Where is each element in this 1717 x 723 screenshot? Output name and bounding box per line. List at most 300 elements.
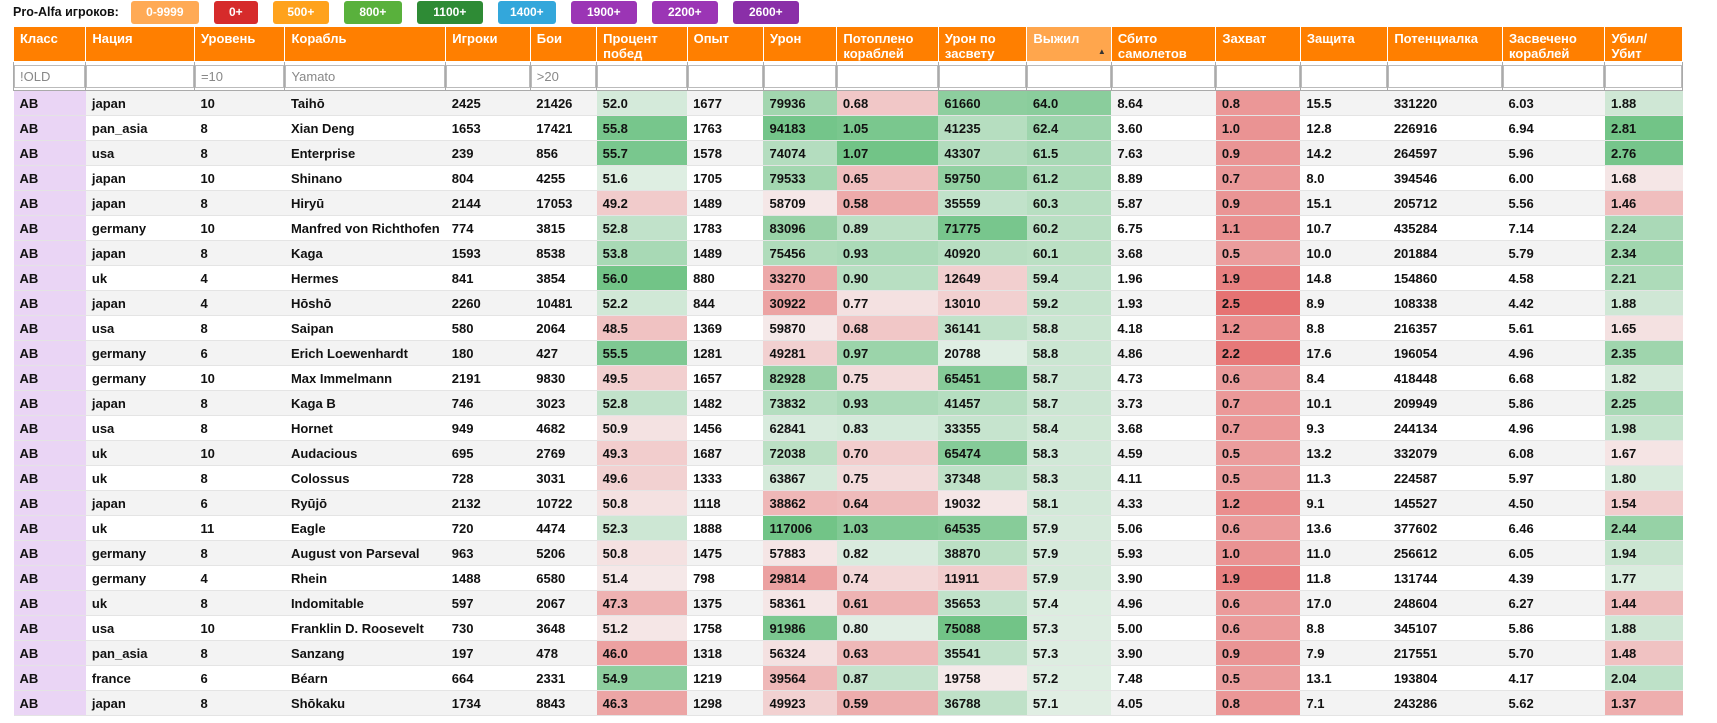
cell-nation: france <box>86 666 195 691</box>
cell-class: АВ <box>14 641 86 666</box>
cell-players: 2425 <box>446 91 530 116</box>
table-row[interactable] <box>14 141 1683 166</box>
cell-spotted: 6.03 <box>1502 91 1605 116</box>
cell-spot_dmg: 40920 <box>938 241 1026 266</box>
cell-planes: 4.73 <box>1111 366 1216 391</box>
cell-battles: 5206 <box>530 541 596 566</box>
column-header-label: Опыт <box>693 31 730 46</box>
cell-damage: 59870 <box>763 316 836 341</box>
filter-button-0[interactable]: 0-9999 <box>131 1 199 24</box>
column-header-potential[interactable] <box>1388 27 1503 62</box>
table-filter-row <box>14 62 1683 91</box>
cell-spotted: 4.42 <box>1502 291 1605 316</box>
cell-potential: 256612 <box>1388 541 1503 566</box>
cell-defense: 15.5 <box>1300 91 1387 116</box>
cell-tier: 8 <box>194 241 284 266</box>
cell-nation: uk <box>86 266 195 291</box>
cell-spot_dmg: 20788 <box>938 341 1026 366</box>
cell-frags: 0.59 <box>837 691 939 716</box>
cell-exp: 798 <box>687 566 763 591</box>
cell-players: 597 <box>446 591 530 616</box>
cell-class: АВ <box>14 166 86 191</box>
cell-tier: 8 <box>194 691 284 716</box>
column-header-ship[interactable] <box>285 27 446 62</box>
cell-frags: 0.65 <box>837 166 939 191</box>
cell-survived: 58.7 <box>1027 391 1111 416</box>
table-row[interactable] <box>14 691 1683 716</box>
table-row[interactable] <box>14 116 1683 141</box>
filter-button-1[interactable]: 0+ <box>214 1 258 24</box>
cell-nation: uk <box>86 516 195 541</box>
cell-exp: 1677 <box>687 91 763 116</box>
cell-exp: 1369 <box>687 316 763 341</box>
filter-input-exp[interactable] <box>688 65 763 88</box>
cell-survived: 57.1 <box>1027 691 1111 716</box>
cell-nation: usa <box>86 416 195 441</box>
cell-nation: japan <box>86 491 195 516</box>
table-row[interactable] <box>14 541 1683 566</box>
cell-nation: pan_asia <box>86 116 195 141</box>
column-header-nation[interactable] <box>86 27 195 62</box>
filter-cell <box>285 62 446 91</box>
column-header-winrate[interactable] <box>597 27 687 62</box>
cell-players: 580 <box>446 316 530 341</box>
table-row[interactable] <box>14 416 1683 441</box>
filter-input-spotted[interactable] <box>1503 65 1605 88</box>
cell-spot_dmg: 65451 <box>938 366 1026 391</box>
cell-winrate: 50.9 <box>597 416 687 441</box>
filter-button-7[interactable]: 2200+ <box>652 1 718 24</box>
cell-spot_dmg: 33355 <box>938 416 1026 441</box>
filter-input-planes[interactable] <box>1112 65 1216 88</box>
cell-kd: 1.88 <box>1605 291 1683 316</box>
cell-capture: 0.5 <box>1216 466 1300 491</box>
cell-ship: Audacious <box>285 441 446 466</box>
cell-battles: 478 <box>530 641 596 666</box>
cell-tier: 6 <box>194 491 284 516</box>
filter-input-battles[interactable] <box>531 65 596 88</box>
cell-frags: 0.93 <box>837 391 939 416</box>
filter-input-spot_dmg[interactable] <box>939 65 1026 88</box>
cell-defense: 17.0 <box>1300 591 1387 616</box>
cell-defense: 10.0 <box>1300 241 1387 266</box>
cell-exp: 1657 <box>687 366 763 391</box>
cell-capture: 0.8 <box>1216 691 1300 716</box>
cell-players: 1488 <box>446 566 530 591</box>
cell-class: АВ <box>14 616 86 641</box>
filter-input-damage[interactable] <box>764 65 836 88</box>
cell-spotted: 5.56 <box>1502 191 1605 216</box>
cell-damage: 49923 <box>763 691 836 716</box>
cell-capture: 0.5 <box>1216 441 1300 466</box>
cell-nation: usa <box>86 316 195 341</box>
cell-battles: 10481 <box>530 291 596 316</box>
filter-input-class[interactable] <box>14 65 85 88</box>
cell-defense: 8.9 <box>1300 291 1387 316</box>
cell-class: АВ <box>14 666 86 691</box>
table-row[interactable] <box>14 566 1683 591</box>
cell-players: 804 <box>446 166 530 191</box>
column-header-battles[interactable] <box>530 27 596 62</box>
cell-spot_dmg: 43307 <box>938 141 1026 166</box>
cell-kd: 1.67 <box>1605 441 1683 466</box>
cell-frags: 0.80 <box>837 616 939 641</box>
cell-winrate: 49.2 <box>597 191 687 216</box>
cell-ship: Indomitable <box>285 591 446 616</box>
column-header-label: Защита <box>1306 31 1355 46</box>
table-row[interactable] <box>14 366 1683 391</box>
cell-capture: 0.7 <box>1216 416 1300 441</box>
column-header-frags[interactable] <box>837 27 939 62</box>
filter-button-3[interactable]: 800+ <box>344 1 402 24</box>
cell-exp: 1333 <box>687 466 763 491</box>
filter-cell <box>530 62 596 91</box>
cell-players: 728 <box>446 466 530 491</box>
cell-ship: Hornet <box>285 416 446 441</box>
cell-ship: August von Parseval <box>285 541 446 566</box>
table-body <box>14 91 1683 716</box>
cell-frags: 0.77 <box>837 291 939 316</box>
cell-kd: 2.04 <box>1605 666 1683 691</box>
cell-nation: uk <box>86 441 195 466</box>
cell-winrate: 49.5 <box>597 366 687 391</box>
column-header-label: Урон по засвету <box>944 31 996 61</box>
cell-winrate: 52.8 <box>597 216 687 241</box>
cell-survived: 58.3 <box>1027 441 1111 466</box>
cell-winrate: 54.9 <box>597 666 687 691</box>
table-row[interactable] <box>14 316 1683 341</box>
cell-battles: 8843 <box>530 691 596 716</box>
filter-button-6[interactable]: 1900+ <box>571 1 637 24</box>
cell-players: 664 <box>446 666 530 691</box>
cell-players: 1593 <box>446 241 530 266</box>
cell-ship: Eagle <box>285 516 446 541</box>
cell-ship: Manfred von Richthofen <box>285 216 446 241</box>
cell-nation: japan <box>86 691 195 716</box>
cell-players: 2132 <box>446 491 530 516</box>
cell-ship: Ryūjō <box>285 491 446 516</box>
cell-tier: 10 <box>194 216 284 241</box>
cell-damage: 57883 <box>763 541 836 566</box>
cell-potential: 244134 <box>1388 416 1503 441</box>
cell-tier: 11 <box>194 516 284 541</box>
cell-players: 730 <box>446 616 530 641</box>
column-header-kd[interactable] <box>1605 27 1683 62</box>
column-header-label: Уровень <box>200 31 256 46</box>
cell-defense: 10.1 <box>1300 391 1387 416</box>
cell-players: 197 <box>446 641 530 666</box>
cell-spot_dmg: 11911 <box>938 566 1026 591</box>
cell-nation: usa <box>86 141 195 166</box>
cell-class: АВ <box>14 391 86 416</box>
cell-class: АВ <box>14 191 86 216</box>
cell-planes: 4.18 <box>1111 316 1216 341</box>
cell-kd: 1.54 <box>1605 491 1683 516</box>
table-row[interactable] <box>14 166 1683 191</box>
filter-input-players[interactable] <box>446 65 529 88</box>
filter-input-kd[interactable] <box>1605 65 1682 88</box>
filter-input-nation[interactable] <box>86 65 194 88</box>
cell-tier: 4 <box>194 266 284 291</box>
table-row[interactable] <box>14 391 1683 416</box>
column-header-planes[interactable] <box>1111 27 1216 62</box>
cell-players: 746 <box>446 391 530 416</box>
cell-winrate: 55.7 <box>597 141 687 166</box>
table-row[interactable] <box>14 516 1683 541</box>
cell-nation: germany <box>86 566 195 591</box>
filter-cell <box>194 62 284 91</box>
cell-damage: 62841 <box>763 416 836 441</box>
cell-planes: 1.93 <box>1111 291 1216 316</box>
cell-potential: 264597 <box>1388 141 1503 166</box>
cell-exp: 1489 <box>687 241 763 266</box>
cell-battles: 3815 <box>530 216 596 241</box>
cell-spotted: 5.96 <box>1502 141 1605 166</box>
cell-winrate: 46.3 <box>597 691 687 716</box>
cell-battles: 10722 <box>530 491 596 516</box>
cell-exp: 1758 <box>687 616 763 641</box>
cell-damage: 56324 <box>763 641 836 666</box>
cell-ship: Hōshō <box>285 291 446 316</box>
table-row[interactable] <box>14 266 1683 291</box>
table-row[interactable] <box>14 591 1683 616</box>
cell-capture: 0.5 <box>1216 241 1300 266</box>
cell-players: 695 <box>446 441 530 466</box>
table-row[interactable] <box>14 441 1683 466</box>
cell-capture: 2.2 <box>1216 341 1300 366</box>
table-row[interactable] <box>14 616 1683 641</box>
column-header-label: Убил/ Убит <box>1611 31 1648 61</box>
cell-damage: 75456 <box>763 241 836 266</box>
cell-kd: 1.48 <box>1605 641 1683 666</box>
cell-planes: 3.90 <box>1111 641 1216 666</box>
cell-kd: 1.65 <box>1605 316 1683 341</box>
cell-players: 1734 <box>446 691 530 716</box>
column-header-survived[interactable] <box>1027 27 1111 62</box>
cell-frags: 1.07 <box>837 141 939 166</box>
cell-survived: 58.8 <box>1027 316 1111 341</box>
cell-potential: 196054 <box>1388 341 1503 366</box>
cell-potential: 224587 <box>1388 466 1503 491</box>
table-row[interactable] <box>14 341 1683 366</box>
cell-potential: 394546 <box>1388 166 1503 191</box>
table-row[interactable] <box>14 91 1683 116</box>
cell-potential: 209949 <box>1388 391 1503 416</box>
cell-spot_dmg: 36788 <box>938 691 1026 716</box>
cell-kd: 1.82 <box>1605 366 1683 391</box>
cell-capture: 0.9 <box>1216 141 1300 166</box>
table-row[interactable] <box>14 241 1683 266</box>
cell-kd: 2.44 <box>1605 516 1683 541</box>
cell-exp: 1888 <box>687 516 763 541</box>
cell-players: 2144 <box>446 191 530 216</box>
cell-frags: 0.75 <box>837 366 939 391</box>
filter-button-2[interactable]: 500+ <box>273 1 329 24</box>
cell-spotted: 5.62 <box>1502 691 1605 716</box>
cell-tier: 8 <box>194 391 284 416</box>
cell-winrate: 52.3 <box>597 516 687 541</box>
cell-battles: 17421 <box>530 116 596 141</box>
cell-battles: 2769 <box>530 441 596 466</box>
cell-damage: 79533 <box>763 166 836 191</box>
cell-battles: 856 <box>530 141 596 166</box>
column-header-tier[interactable] <box>194 27 284 62</box>
cell-frags: 1.05 <box>837 116 939 141</box>
cell-potential: 216357 <box>1388 316 1503 341</box>
cell-players: 841 <box>446 266 530 291</box>
cell-exp: 1219 <box>687 666 763 691</box>
cell-tier: 8 <box>194 466 284 491</box>
column-header-spot_dmg[interactable] <box>938 27 1026 62</box>
filter-input-defense[interactable] <box>1301 65 1387 88</box>
cell-frags: 0.64 <box>837 491 939 516</box>
table-row[interactable] <box>14 466 1683 491</box>
cell-frags: 0.75 <box>837 466 939 491</box>
table-row[interactable] <box>14 191 1683 216</box>
cell-defense: 8.8 <box>1300 316 1387 341</box>
cell-class: АВ <box>14 291 86 316</box>
filter-input-frags[interactable] <box>837 65 938 88</box>
filter-input-capture[interactable] <box>1216 65 1299 88</box>
table-row[interactable] <box>14 291 1683 316</box>
cell-spotted: 4.96 <box>1502 341 1605 366</box>
cell-capture: 0.6 <box>1216 366 1300 391</box>
cell-tier: 10 <box>194 166 284 191</box>
cell-planes: 6.75 <box>1111 216 1216 241</box>
cell-nation: japan <box>86 241 195 266</box>
cell-frags: 1.03 <box>837 516 939 541</box>
cell-planes: 3.73 <box>1111 391 1216 416</box>
cell-ship: Colossus <box>285 466 446 491</box>
cell-spotted: 6.68 <box>1502 366 1605 391</box>
filter-input-tier[interactable] <box>195 65 284 88</box>
cell-ship: Hiryū <box>285 191 446 216</box>
cell-spot_dmg: 59750 <box>938 166 1026 191</box>
column-header-label: Урон <box>769 31 802 46</box>
column-header-damage[interactable] <box>763 27 836 62</box>
cell-defense: 8.4 <box>1300 366 1387 391</box>
cell-battles: 17053 <box>530 191 596 216</box>
cell-battles: 3023 <box>530 391 596 416</box>
cell-class: АВ <box>14 316 86 341</box>
cell-capture: 1.0 <box>1216 541 1300 566</box>
cell-defense: 9.3 <box>1300 416 1387 441</box>
column-header-capture[interactable] <box>1216 27 1300 62</box>
cell-spotted: 5.86 <box>1502 391 1605 416</box>
column-header-spotted[interactable] <box>1502 27 1605 62</box>
table-row[interactable] <box>14 491 1683 516</box>
filter-buttons <box>131 1 814 24</box>
filter-input-survived[interactable] <box>1027 65 1110 88</box>
cell-defense: 14.8 <box>1300 266 1387 291</box>
cell-nation: japan <box>86 191 195 216</box>
cell-ship: Shōkaku <box>285 691 446 716</box>
cell-spot_dmg: 36141 <box>938 316 1026 341</box>
cell-exp: 1783 <box>687 216 763 241</box>
column-header-label: Выжил <box>1033 31 1080 46</box>
table-row[interactable] <box>14 641 1683 666</box>
cell-kd: 2.21 <box>1605 266 1683 291</box>
cell-defense: 12.8 <box>1300 116 1387 141</box>
cell-survived: 62.4 <box>1027 116 1111 141</box>
cell-damage: 33270 <box>763 266 836 291</box>
cell-kd: 1.88 <box>1605 616 1683 641</box>
cell-defense: 7.9 <box>1300 641 1387 666</box>
column-header-class[interactable] <box>14 27 86 62</box>
cell-kd: 1.68 <box>1605 166 1683 191</box>
cell-class: АВ <box>14 441 86 466</box>
cell-planes: 5.87 <box>1111 191 1216 216</box>
cell-battles: 4682 <box>530 416 596 441</box>
column-header-label: Сбито самолетов <box>1117 31 1187 61</box>
column-header-exp[interactable] <box>687 27 763 62</box>
cell-frags: 0.61 <box>837 591 939 616</box>
cell-survived: 57.2 <box>1027 666 1111 691</box>
cell-survived: 61.5 <box>1027 141 1111 166</box>
column-header-defense[interactable] <box>1300 27 1387 62</box>
column-header-players[interactable] <box>446 27 530 62</box>
cell-winrate: 52.8 <box>597 391 687 416</box>
cell-planes: 5.93 <box>1111 541 1216 566</box>
cell-survived: 57.9 <box>1027 566 1111 591</box>
filter-input-winrate[interactable] <box>597 65 686 88</box>
cell-potential: 205712 <box>1388 191 1503 216</box>
column-header-label: Потоплено кораблей <box>843 31 914 61</box>
cell-spotted: 7.14 <box>1502 216 1605 241</box>
filter-button-8[interactable]: 2600+ <box>733 1 799 24</box>
cell-frags: 0.90 <box>837 266 939 291</box>
cell-winrate: 52.2 <box>597 291 687 316</box>
cell-kd: 1.98 <box>1605 416 1683 441</box>
cell-kd: 1.80 <box>1605 466 1683 491</box>
cell-damage: 91986 <box>763 616 836 641</box>
cell-battles: 9830 <box>530 366 596 391</box>
cell-potential: 418448 <box>1388 366 1503 391</box>
filter-input-potential[interactable] <box>1388 65 1502 88</box>
cell-class: АВ <box>14 491 86 516</box>
cell-planes: 4.86 <box>1111 341 1216 366</box>
ship-stats-table <box>13 26 1683 716</box>
cell-damage: 58709 <box>763 191 836 216</box>
filter-cell <box>837 62 939 91</box>
cell-defense: 13.1 <box>1300 666 1387 691</box>
cell-survived: 61.2 <box>1027 166 1111 191</box>
cell-frags: 0.87 <box>837 666 939 691</box>
cell-battles: 3854 <box>530 266 596 291</box>
cell-planes: 4.11 <box>1111 466 1216 491</box>
table-row[interactable] <box>14 216 1683 241</box>
filter-button-5[interactable]: 1400+ <box>498 1 556 24</box>
cell-tier: 4 <box>194 566 284 591</box>
cell-kd: 2.25 <box>1605 391 1683 416</box>
filter-input-ship[interactable] <box>285 65 445 88</box>
cell-survived: 57.4 <box>1027 591 1111 616</box>
filter-button-4[interactable]: 1100+ <box>417 1 483 24</box>
filter-cell <box>1111 62 1216 91</box>
cell-spotted: 5.61 <box>1502 316 1605 341</box>
cell-tier: 8 <box>194 316 284 341</box>
cell-capture: 1.1 <box>1216 216 1300 241</box>
cell-tier: 8 <box>194 416 284 441</box>
cell-nation: pan_asia <box>86 641 195 666</box>
cell-exp: 1456 <box>687 416 763 441</box>
cell-exp: 1318 <box>687 641 763 666</box>
cell-capture: 0.9 <box>1216 191 1300 216</box>
cell-survived: 60.3 <box>1027 191 1111 216</box>
cell-capture: 0.9 <box>1216 641 1300 666</box>
cell-spotted: 6.46 <box>1502 516 1605 541</box>
table-row[interactable] <box>14 666 1683 691</box>
